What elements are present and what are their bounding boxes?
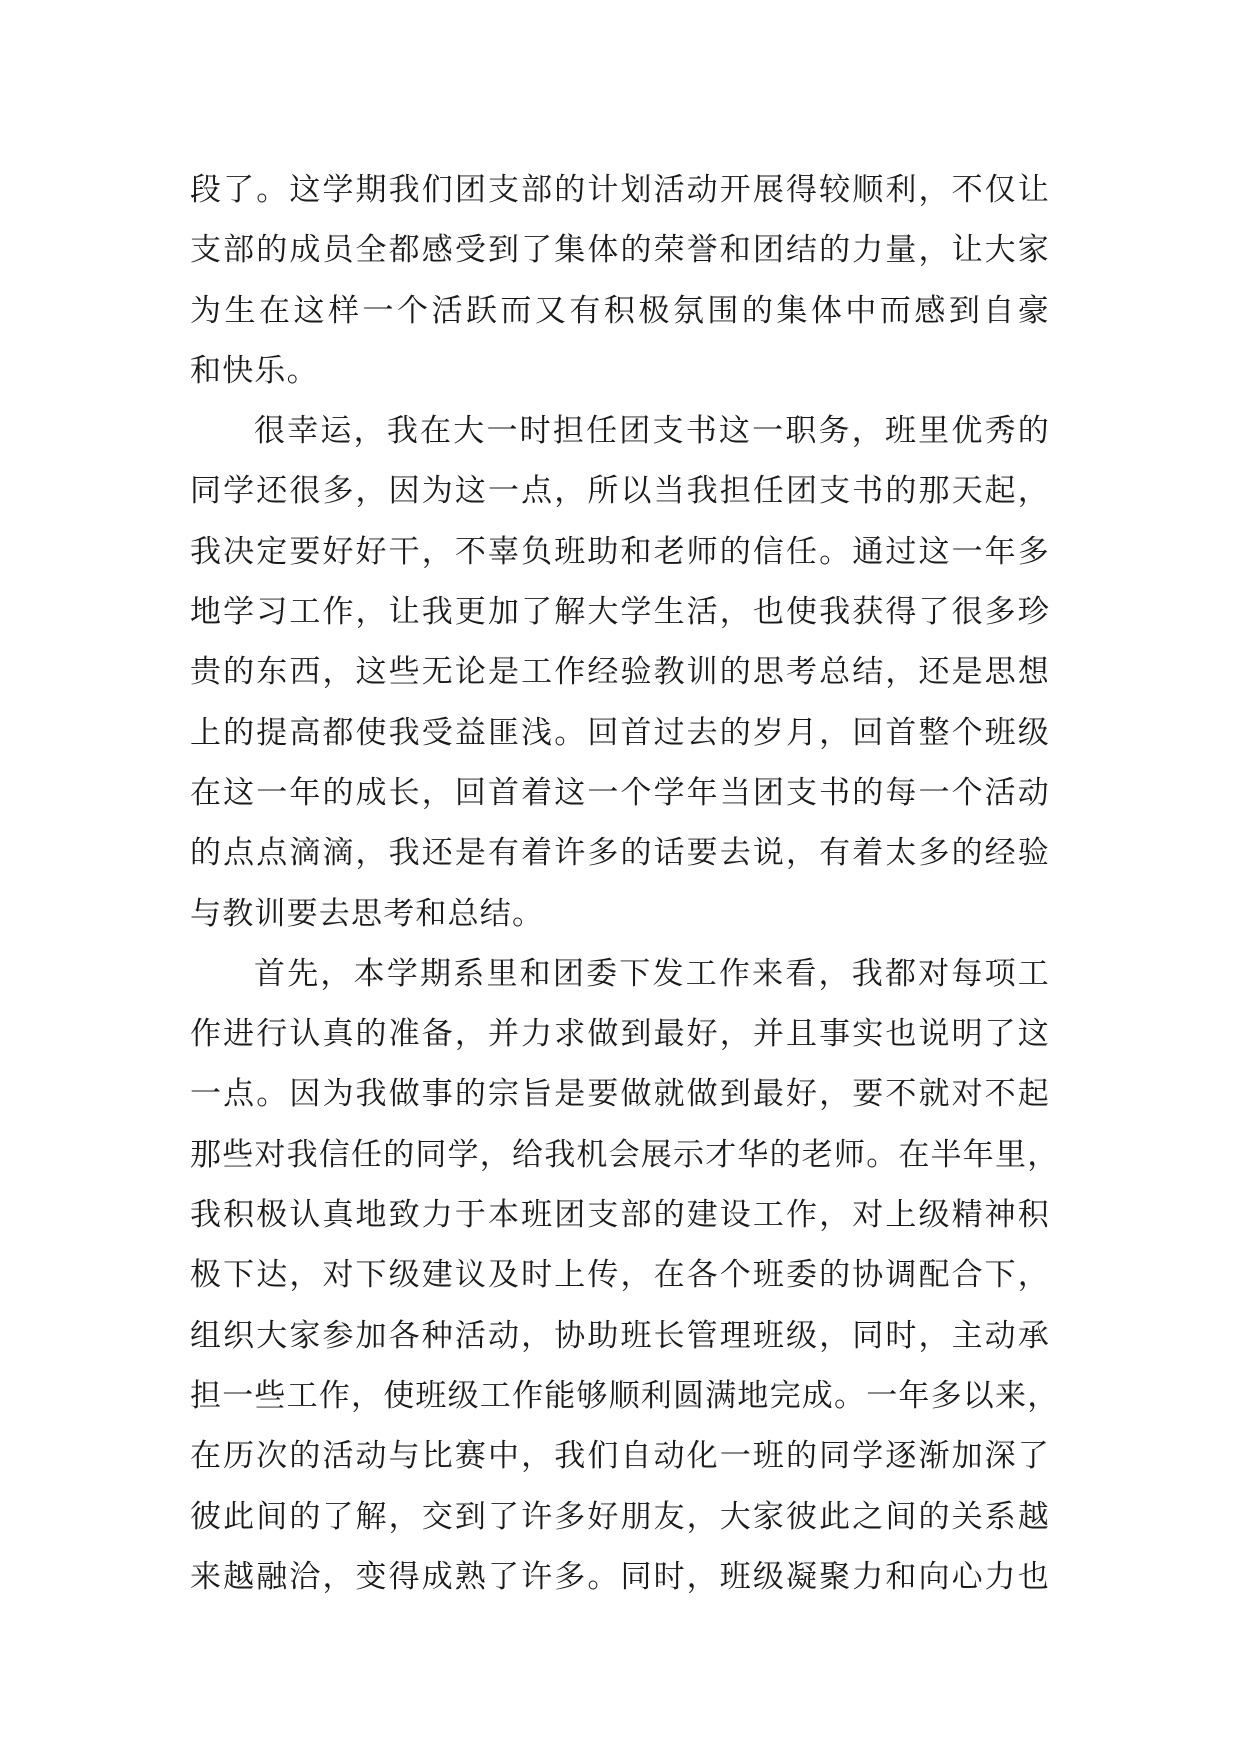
text-line: 一点。因为我做事的宗旨是要做就做到最好，要不就对不起 [190, 1076, 1050, 1113]
text-line: 的点点滴滴，我还是有着许多的话要去说，有着太多的经验 [190, 835, 1050, 872]
text-line: 那些对我信任的同学，给我机会展示才华的老师。在半年里， [190, 1136, 1060, 1173]
text-line: 来越融洽，变得成熟了许多。同时，班级凝聚力和向心力也 [190, 1558, 1050, 1595]
text-line: 我积极认真地致力于本班团支部的建设工作，对上级精神积 [190, 1197, 1050, 1234]
text-line: 作进行认真的准备，并力求做到最好，并且事实也说明了这 [190, 1016, 1050, 1053]
text-line: 组织大家参加各种活动，协助班长管理班级，同时，主动承 [190, 1317, 1050, 1354]
text-line: 与教训要去思考和总结。 [190, 895, 545, 932]
text-line: 支部的成员全都感受到了集体的荣誉和团结的力量，让大家 [190, 232, 1050, 269]
text-line: 为生在这样一个活跃而又有积极氛围的集体中而感到自豪 [190, 292, 1050, 329]
paragraph-2 [190, 401, 1050, 944]
text-line: 极下达，对下级建议及时上传，在各个班委的协调配合下， [190, 1257, 1050, 1294]
paragraph-1 [190, 160, 1050, 401]
text-line: 同学还很多，因为这一点，所以当我担任团支书的那天起， [190, 473, 1050, 510]
paragraph-3 [190, 944, 1060, 1607]
text-line: 首先，本学期系里和团委下发工作来看，我都对每项工 [254, 955, 1050, 992]
text-line: 上的提高都使我受益匪浅。回首过去的岁月，回首整个班级 [190, 714, 1050, 751]
text-line: 在这一年的成长，回首着这一个学年当团支书的每一个活动 [190, 774, 1050, 811]
text-line: 很幸运，我在大一时担任团支书这一职务，班里优秀的 [254, 413, 1050, 450]
text-line: 地学习工作，让我更加了解大学生活，也使我获得了很多珍 [190, 594, 1050, 631]
text-line: 担一些工作，使班级工作能够顺利圆满地完成。一年多以来， [190, 1377, 1060, 1414]
text-line: 彼此间的了解，交到了许多好朋友，大家彼此之间的关系越 [190, 1498, 1050, 1535]
text-line: 和快乐。 [190, 352, 319, 389]
text-line: 我决定要好好干，不辜负班助和老师的信任。通过这一年多 [190, 533, 1050, 570]
document-body [190, 160, 1060, 1607]
text-line: 段了。这学期我们团支部的计划活动开展得较顺利，不仅让 [190, 172, 1050, 208]
text-line: 在历次的活动与比赛中，我们自动化一班的同学逐渐加深了 [190, 1438, 1050, 1475]
text-line: 贵的东西，这些无论是工作经验教训的思考总结，还是思想 [190, 654, 1050, 691]
